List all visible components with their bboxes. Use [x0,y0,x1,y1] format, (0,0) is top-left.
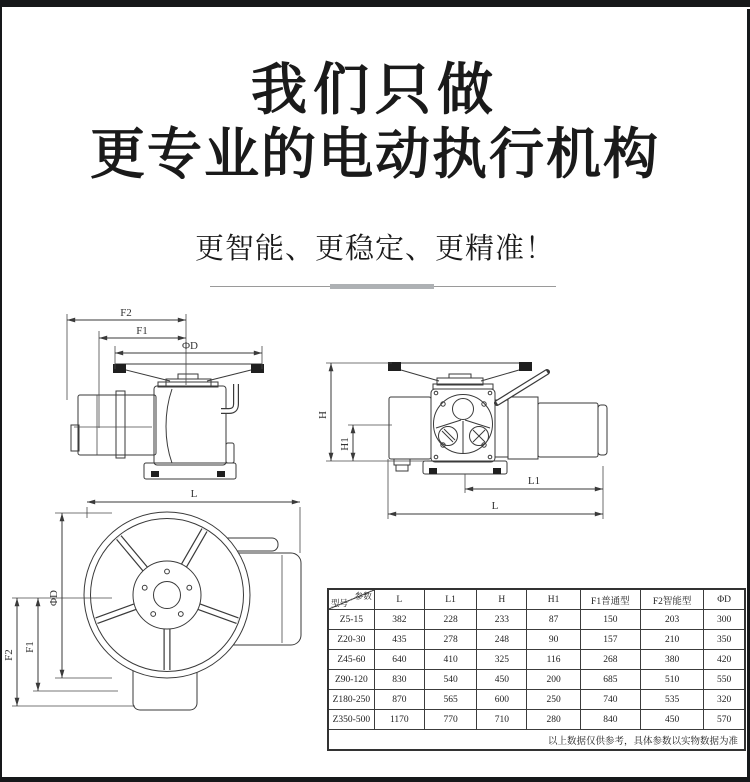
table-cell: 1170 [374,710,424,730]
table-cell: 685 [580,670,640,690]
table-cell: 450 [477,670,527,690]
model-cell: Z350-500 [328,710,374,730]
table-cell: 320 [704,690,745,710]
model-cell: Z180-250 [328,690,374,710]
table-cell: 830 [374,670,424,690]
dim-label-h: H [317,411,329,419]
dim-label-l1: L1 [527,475,541,487]
table-row [328,670,745,690]
table-row [328,650,745,670]
table-cell: 410 [424,650,476,670]
table-cell: 203 [640,610,703,630]
table-cell: 570 [704,710,745,730]
col-header-F1: F1普通型 [580,589,640,610]
front-view-drawing [317,362,607,519]
dim-label-h1: H1 [339,437,351,451]
col-header-L1: L1 [424,589,476,610]
table-cell: 740 [580,690,640,710]
table-cell: 90 [527,630,580,650]
hero-title-line2: 更专业的电动执行机构 [89,124,660,185]
dim-label-f2-wheel: F2 [3,649,15,661]
table-cell: 157 [580,630,640,650]
table-cell: 116 [527,650,580,670]
table-cell: 565 [424,690,476,710]
table-cell: 600 [477,690,527,710]
col-header-H1: H1 [527,589,580,610]
hero-subtitle: 更智能、更稳定、更精准！ [194,233,555,265]
table-cell: 840 [580,710,640,730]
table-footer-row [328,730,745,751]
table-cell: 710 [477,710,527,730]
table-cell: 210 [640,630,703,650]
handwheel-view-drawing [3,488,301,710]
table-cell: 300 [704,610,745,630]
hero-title-line1: 我们只做 [251,60,499,122]
dim-label-f1-wheel: F1 [24,641,36,653]
divider-accent [330,284,434,289]
table-cell: 420 [704,650,745,670]
dim-label-f1-side: F1 [136,325,148,337]
table-cell: 380 [640,650,703,670]
table-cell: 248 [477,630,527,650]
table-cell: 280 [527,710,580,730]
top-border-bar [0,0,750,7]
table-cell: 510 [640,670,703,690]
table-cell: 870 [374,690,424,710]
table-cell: 540 [424,670,476,690]
table-cell: 228 [424,610,476,630]
table-cell: 450 [640,710,703,730]
table-cell: 150 [580,610,640,630]
table-cell: 435 [374,630,424,650]
table-cell: 233 [477,610,527,630]
table-cell: 350 [704,630,745,650]
table-cell: 278 [424,630,476,650]
corner-label-params: 参数 [354,591,372,601]
table-cell: 640 [374,650,424,670]
table-row [328,630,745,650]
table-cell: 250 [527,690,580,710]
table-footnote: 以上数据仅供参考，具体参数以实物数据为准 [328,730,745,751]
model-cell: Z45-60 [328,650,374,670]
dim-label-f2-side: F2 [120,307,132,319]
table-cell: 535 [640,690,703,710]
table-cell: 550 [704,670,745,690]
dim-label-d-wheel: ΦD [48,590,60,606]
col-header-D: ΦD [704,589,745,610]
col-header-H: H [477,589,527,610]
dim-label-l-front: L [491,500,499,512]
corner-label-model: 型号 [331,598,349,608]
table-cell: 325 [477,650,527,670]
table-row [328,690,745,710]
dimensions-table [327,588,746,751]
table-cell: 200 [527,670,580,690]
table-cell: 382 [374,610,424,630]
table-cell: 770 [424,710,476,730]
table-cell: 87 [527,610,580,630]
table-row [328,710,745,730]
side-view-drawing [67,307,264,479]
bottom-border-bar [0,777,750,782]
table-cell: 268 [580,650,640,670]
col-header-F2: F2智能型 [640,589,703,610]
dim-label-l-wheel: L [190,488,198,500]
model-cell: Z20-30 [328,630,374,650]
table-header-row [328,589,745,610]
table-row [328,610,745,630]
dim-label-d-side: ΦD [182,340,198,352]
corner-header-cell [328,589,374,610]
model-cell: Z5-15 [328,610,374,630]
col-header-L: L [374,589,424,610]
model-cell: Z90-120 [328,670,374,690]
